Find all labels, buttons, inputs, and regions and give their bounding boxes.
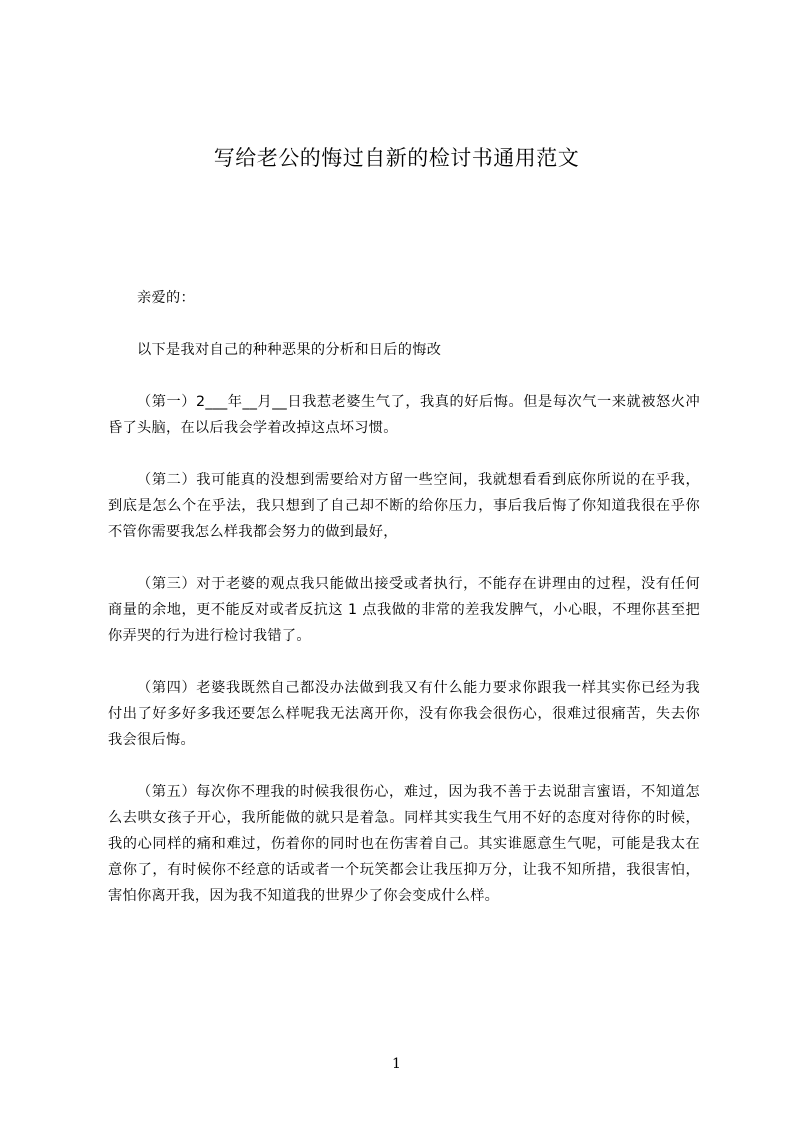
paragraph-fifth: （第五）每次你不理我的时候我很伤心，难过，因为我不善于去说甜言蜜语，不知道怎么去哄女孩子开心，我所能做的就只是着急。同样其实我生气用不好的态度对待你的时候，我的心同样的痛和难过，伤着你的同时也在伤害着自己。其实谁愿意生气呢，可能是我太在意你了，有时候你不经意的话或者一个玩笑都会让我压抑万分，让我不知所措，我很害怕，害怕你离开我，因为我不知道我的世界少了你会变成什么样。 (108, 784, 700, 904)
paragraph-fourth: （第四）老婆我既然自己都没办法做到我又有什么能力要求你跟我一样其实你已经为我付出了好多好多我还要怎么样呢我无法离开你，没有你我会很伤心，很难过很痛苦，失去你我会很后悔。 (108, 680, 700, 748)
salutation: 亲爱的： (137, 290, 195, 306)
paragraph-first: （第一）2___年__月__日我惹老婆生气了，我真的好后悔。但是每次气一来就被怒火冲昏了头脑，在以后我会学着改掉这点坏习惯。 (108, 394, 700, 436)
paragraph-second: （第二）我可能真的没想到需要给对方留一些空间，我就想看看到底你所说的在乎我，到底是怎么个在乎法，我只想到了自己却不断的给你压力，事后我后悔了你知道我很在乎你不管你需要我怎么样我都会努力的做到最好， (108, 472, 700, 540)
paragraph-third: （第三）对于老婆的观点我只能做出接受或者执行，不能存在讲理由的过程，没有任何商量的余地，更不能反对或者反抗这 1 点我做的非常的差我发脾气，小心眼，不理你甚至把你弄哭的行为进行检讨我错了。 (108, 576, 700, 644)
document-body (108, 285, 700, 935)
page-title: 写给老公的悔过自新的检讨书通用范文 (213, 146, 580, 170)
page-number: 1 (392, 1056, 401, 1072)
intro-paragraph: 以下是我对自己的种种恶果的分析和日后的悔改 (137, 342, 442, 358)
